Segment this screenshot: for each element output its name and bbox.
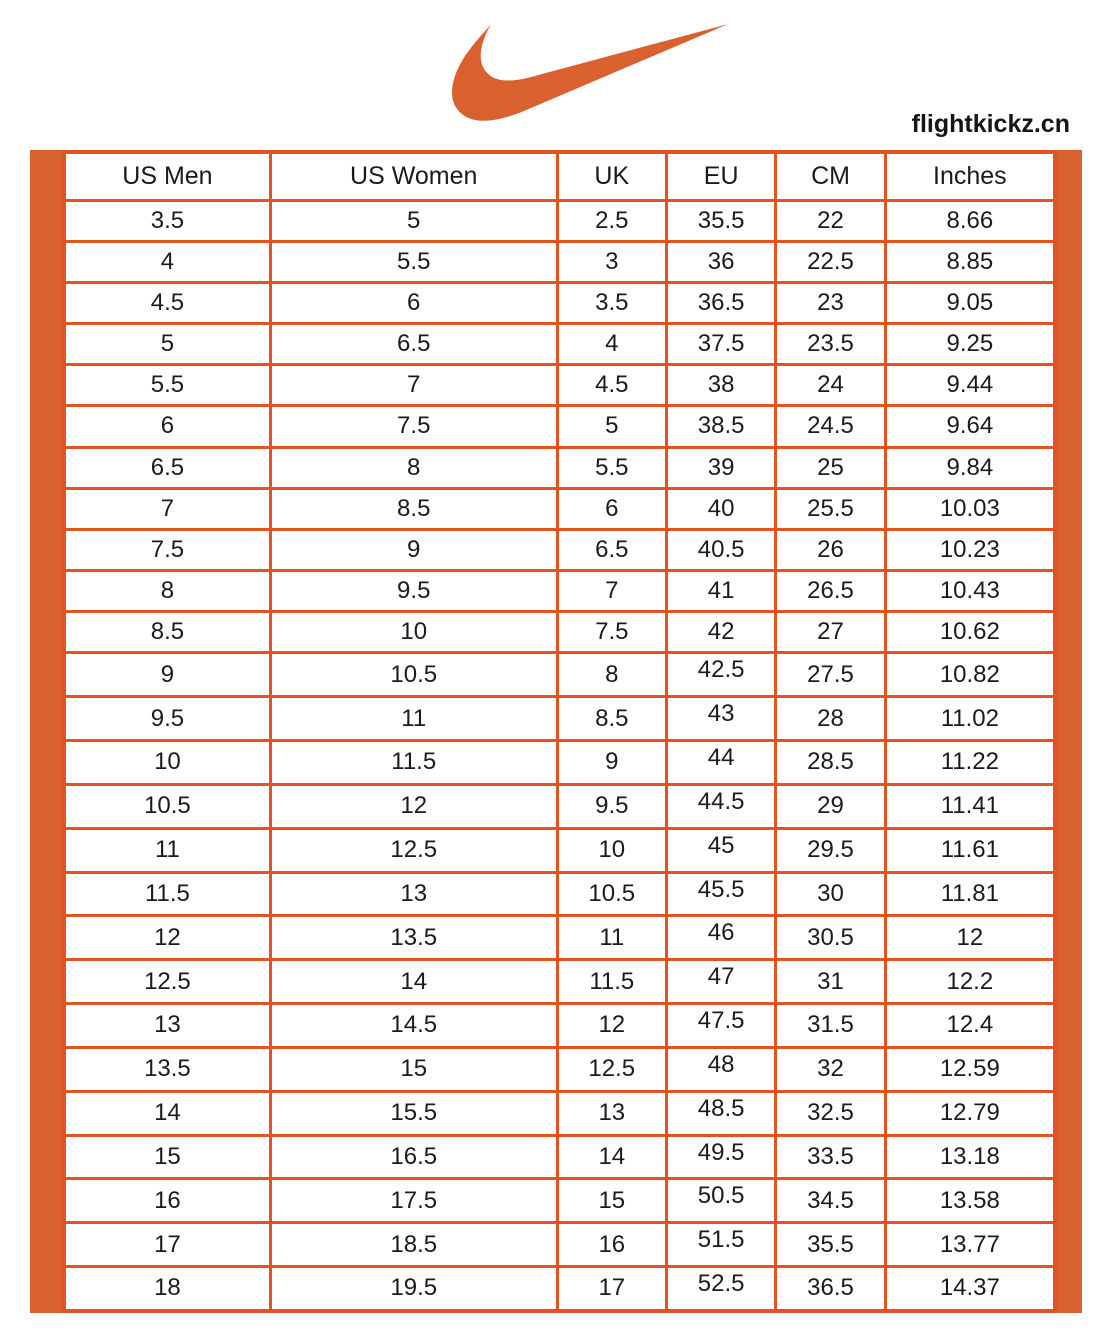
table-row <box>64 282 1055 323</box>
size-cell: 24 <box>776 365 885 406</box>
size-cell: 9 <box>270 529 557 570</box>
size-cell: 12.5 <box>557 1047 666 1091</box>
size-cell: 10 <box>270 612 557 653</box>
size-cell: 10.43 <box>885 571 1055 612</box>
size-cell: 7.5 <box>64 529 270 570</box>
size-cell: 22.5 <box>776 241 885 282</box>
size-cell: 16.5 <box>270 1135 557 1179</box>
table-row <box>64 872 1055 916</box>
column-header-inches: Inches <box>885 152 1055 200</box>
size-cell: 28.5 <box>776 741 885 785</box>
table-header <box>64 152 1055 200</box>
size-cell: 10 <box>64 741 270 785</box>
size-cell: 45 <box>666 828 775 872</box>
size-cell: 25.5 <box>776 488 885 529</box>
size-cell: 10 <box>557 828 666 872</box>
size-cell: 13.77 <box>885 1223 1055 1267</box>
size-cell: 36 <box>666 241 775 282</box>
size-cell: 10.5 <box>64 784 270 828</box>
size-cell: 29.5 <box>776 828 885 872</box>
size-cell: 9 <box>64 653 270 697</box>
size-cell: 13.58 <box>885 1179 1055 1223</box>
column-header-cm: CM <box>776 152 885 200</box>
size-cell: 14.5 <box>270 1004 557 1048</box>
size-cell: 10.03 <box>885 488 1055 529</box>
size-cell: 2.5 <box>557 200 666 241</box>
size-cell: 15 <box>270 1047 557 1091</box>
size-conversion-table <box>62 150 1057 1313</box>
table-row <box>64 1047 1055 1091</box>
size-cell: 8.5 <box>64 612 270 653</box>
table-row <box>64 488 1055 529</box>
size-cell: 11.5 <box>270 741 557 785</box>
table-row <box>64 241 1055 282</box>
size-cell: 14 <box>557 1135 666 1179</box>
size-cell: 13.5 <box>64 1047 270 1091</box>
size-cell: 37.5 <box>666 324 775 365</box>
size-cell: 43 <box>666 697 775 741</box>
table-row <box>64 1135 1055 1179</box>
size-cell: 9.84 <box>885 447 1055 488</box>
size-cell: 44 <box>666 741 775 785</box>
size-cell: 10.5 <box>270 653 557 697</box>
size-cell: 3 <box>557 241 666 282</box>
size-cell: 28 <box>776 697 885 741</box>
size-cell: 26.5 <box>776 571 885 612</box>
size-cell: 6 <box>270 282 557 323</box>
size-cell: 31.5 <box>776 1004 885 1048</box>
size-cell: 4 <box>64 241 270 282</box>
watermark-text: flightkickz.cn <box>911 110 1070 138</box>
size-cell: 13.18 <box>885 1135 1055 1179</box>
column-header-us-men: US Men <box>64 152 270 200</box>
size-cell: 38.5 <box>666 406 775 447</box>
size-cell: 34.5 <box>776 1179 885 1223</box>
size-cell: 16 <box>64 1179 270 1223</box>
size-cell: 13 <box>270 872 557 916</box>
size-cell: 22 <box>776 200 885 241</box>
size-cell: 13 <box>64 1004 270 1048</box>
header-row <box>64 152 1055 200</box>
size-cell: 12 <box>557 1004 666 1048</box>
size-cell: 42.5 <box>666 653 775 697</box>
size-cell: 17 <box>64 1223 270 1267</box>
size-cell: 32.5 <box>776 1091 885 1135</box>
size-cell: 5.5 <box>557 447 666 488</box>
left-accent-bar <box>30 150 62 1313</box>
table-row <box>64 529 1055 570</box>
table-row <box>64 653 1055 697</box>
size-cell: 12.5 <box>270 828 557 872</box>
size-cell: 9.64 <box>885 406 1055 447</box>
size-table-frame <box>30 150 1082 1313</box>
size-cell: 26 <box>776 529 885 570</box>
size-cell: 33.5 <box>776 1135 885 1179</box>
size-cell: 15.5 <box>270 1091 557 1135</box>
size-cell: 9.44 <box>885 365 1055 406</box>
size-cell: 12 <box>885 916 1055 960</box>
size-cell: 38 <box>666 365 775 406</box>
size-cell: 11.02 <box>885 697 1055 741</box>
column-header-uk: UK <box>557 152 666 200</box>
size-cell: 12.2 <box>885 960 1055 1004</box>
size-cell: 7.5 <box>557 612 666 653</box>
size-cell: 35.5 <box>776 1223 885 1267</box>
size-cell: 5 <box>270 200 557 241</box>
size-cell: 5 <box>64 324 270 365</box>
table-row <box>64 1266 1055 1311</box>
size-cell: 42 <box>666 612 775 653</box>
size-cell: 9.5 <box>270 571 557 612</box>
size-cell: 27.5 <box>776 653 885 697</box>
table-row <box>64 828 1055 872</box>
size-cell: 52.5 <box>666 1266 775 1311</box>
size-cell: 5.5 <box>270 241 557 282</box>
size-cell: 12.5 <box>64 960 270 1004</box>
size-cell: 9.5 <box>557 784 666 828</box>
size-cell: 12.59 <box>885 1047 1055 1091</box>
size-cell: 9 <box>557 741 666 785</box>
size-cell: 6 <box>557 488 666 529</box>
table-row <box>64 324 1055 365</box>
size-cell: 13 <box>557 1091 666 1135</box>
size-cell: 10.62 <box>885 612 1055 653</box>
size-cell: 36.5 <box>666 282 775 323</box>
size-cell: 8.5 <box>270 488 557 529</box>
size-cell: 3.5 <box>64 200 270 241</box>
size-cell: 48.5 <box>666 1091 775 1135</box>
size-cell: 29 <box>776 784 885 828</box>
size-cell: 32 <box>776 1047 885 1091</box>
column-header-us-women: US Women <box>270 152 557 200</box>
size-cell: 11.22 <box>885 741 1055 785</box>
size-cell: 45.5 <box>666 872 775 916</box>
size-cell: 18 <box>64 1266 270 1311</box>
size-cell: 12 <box>270 784 557 828</box>
size-cell: 9.05 <box>885 282 1055 323</box>
size-cell: 18.5 <box>270 1223 557 1267</box>
size-cell: 17 <box>557 1266 666 1311</box>
size-cell: 11.61 <box>885 828 1055 872</box>
size-cell: 10.23 <box>885 529 1055 570</box>
size-cell: 9.5 <box>64 697 270 741</box>
size-cell: 44.5 <box>666 784 775 828</box>
size-cell: 24.5 <box>776 406 885 447</box>
size-cell: 15 <box>64 1135 270 1179</box>
size-cell: 6 <box>64 406 270 447</box>
table-row <box>64 960 1055 1004</box>
size-cell: 25 <box>776 447 885 488</box>
size-cell: 8.66 <box>885 200 1055 241</box>
table-row <box>64 200 1055 241</box>
size-cell: 4.5 <box>557 365 666 406</box>
table-row <box>64 741 1055 785</box>
size-cell: 7 <box>557 571 666 612</box>
size-cell: 15 <box>557 1179 666 1223</box>
size-cell: 7 <box>270 365 557 406</box>
table-row <box>64 571 1055 612</box>
size-cell: 6.5 <box>557 529 666 570</box>
size-cell: 4.5 <box>64 282 270 323</box>
right-accent-bar <box>1057 150 1082 1313</box>
table-row <box>64 406 1055 447</box>
size-cell: 11.5 <box>64 872 270 916</box>
size-cell: 8.5 <box>557 697 666 741</box>
size-cell: 11.5 <box>557 960 666 1004</box>
size-cell: 49.5 <box>666 1135 775 1179</box>
size-cell: 12 <box>64 916 270 960</box>
size-cell: 31 <box>776 960 885 1004</box>
size-cell: 19.5 <box>270 1266 557 1311</box>
size-cell: 14 <box>270 960 557 1004</box>
size-cell: 4 <box>557 324 666 365</box>
size-cell: 30.5 <box>776 916 885 960</box>
table-body <box>64 200 1055 1311</box>
size-cell: 27 <box>776 612 885 653</box>
size-cell: 8 <box>270 447 557 488</box>
size-cell: 7 <box>64 488 270 529</box>
size-cell: 5.5 <box>64 365 270 406</box>
size-cell: 35.5 <box>666 200 775 241</box>
size-cell: 46 <box>666 916 775 960</box>
size-cell: 36.5 <box>776 1266 885 1311</box>
table-row <box>64 1179 1055 1223</box>
table-row <box>64 1091 1055 1135</box>
size-cell: 7.5 <box>270 406 557 447</box>
size-cell: 14.37 <box>885 1266 1055 1311</box>
size-cell: 51.5 <box>666 1223 775 1267</box>
size-cell: 50.5 <box>666 1179 775 1223</box>
table-row <box>64 697 1055 741</box>
size-cell: 40.5 <box>666 529 775 570</box>
size-cell: 8 <box>64 571 270 612</box>
size-cell: 40 <box>666 488 775 529</box>
size-cell: 17.5 <box>270 1179 557 1223</box>
size-cell: 8 <box>557 653 666 697</box>
size-cell: 9.25 <box>885 324 1055 365</box>
size-cell: 23.5 <box>776 324 885 365</box>
nike-swoosh-icon <box>452 18 728 128</box>
table-row <box>64 1223 1055 1267</box>
column-header-eu: EU <box>666 152 775 200</box>
table-row <box>64 447 1055 488</box>
size-cell: 3.5 <box>557 282 666 323</box>
size-cell: 14 <box>64 1091 270 1135</box>
table-row <box>64 365 1055 406</box>
size-cell: 5 <box>557 406 666 447</box>
size-cell: 12.4 <box>885 1004 1055 1048</box>
size-cell: 6.5 <box>64 447 270 488</box>
size-cell: 30 <box>776 872 885 916</box>
size-cell: 47 <box>666 960 775 1004</box>
table-row <box>64 784 1055 828</box>
table-row <box>64 612 1055 653</box>
size-cell: 11 <box>270 697 557 741</box>
table-row <box>64 916 1055 960</box>
size-cell: 11.81 <box>885 872 1055 916</box>
size-cell: 6.5 <box>270 324 557 365</box>
size-cell: 12.79 <box>885 1091 1055 1135</box>
size-cell: 48 <box>666 1047 775 1091</box>
size-cell: 11 <box>64 828 270 872</box>
size-cell: 11 <box>557 916 666 960</box>
size-cell: 47.5 <box>666 1004 775 1048</box>
size-cell: 10.5 <box>557 872 666 916</box>
size-cell: 16 <box>557 1223 666 1267</box>
size-cell: 39 <box>666 447 775 488</box>
size-cell: 10.82 <box>885 653 1055 697</box>
size-cell: 8.85 <box>885 241 1055 282</box>
table-row <box>64 1004 1055 1048</box>
size-cell: 23 <box>776 282 885 323</box>
size-cell: 11.41 <box>885 784 1055 828</box>
size-cell: 41 <box>666 571 775 612</box>
size-cell: 13.5 <box>270 916 557 960</box>
